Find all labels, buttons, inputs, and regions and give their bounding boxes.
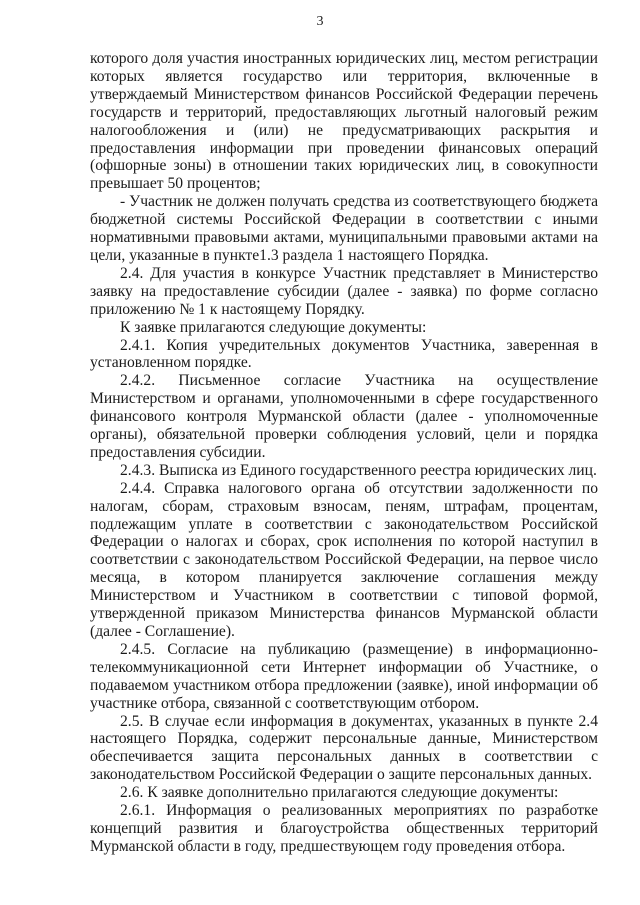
page-number: 3 [316,14,324,29]
paragraph-offshore-continuation: которого доля участия иностранных юридических лиц, местом регистрации которых является государство или территория, включенные в утверждаемый Министерством финансов Российской Федерации перечень государств и территорий, предоставляющих льготный налоговый режим налогообложения и (или) не предусматривающих раскрытия и предоставления информации при проведении финансовых операций (офшорные зоны) в отношении таких юридических лиц, в совокупности превышает 50 процентов; [90,50,598,193]
paragraph-2-4-1: 2.4.1. Копия учредительных документов Участника, заверенная в установленном порядке. [90,336,598,372]
paragraph-2-6: 2.6. К заявке дополнительно прилагаются следующие документы: [120,784,559,802]
paragraph-2-4: 2.4. Для участия в конкурсе Участник представляет в Министерство заявку на предоставление субсидии (далее - заявка) по форме согласно приложению № 1 к настоящему Порядку. [90,264,598,318]
document-body [90,50,598,856]
paragraph-2-4-4: 2.4.4. Справка налогового органа об отсутствии задолженности по налогам, сборам, страховым взносам, пеням, штрафам, процентам, подлежащим уплате в соответствии с законодательством Российской Федерации о налогах и сборах, срок исполнения по которой наступил в соответствии с законодательством Российской Федерации, на первое число месяца, в котором планируется заключение соглашения между Министерством и Участником в соответствии с типовой формой, утвержденной приказом Министерства финансов Мурманской области (далее - Соглашение). [90,479,598,640]
paragraph-2-4-2: 2.4.2. Письменное согласие Участника на осуществление Министерством и органами, уполномоченными в сфере государственного финансового контроля Мурманской области (далее - уполномоченные органы), обязательной проверки соблюдения условий, цели и порядка предоставления субсидии. [90,372,598,461]
paragraph-2-6-1: 2.6.1. Информация о реализованных мероприятиях по разработке концепций развития и благоустройства общественных территорий Мурманской области в году, предшествующем году проведения отбора. [90,802,598,855]
paragraph-2-4-3: 2.4.3. Выписка из Единого государственного реестра юридических лиц. [120,461,597,479]
paragraph-attachments-intro: К заявке прилагаются следующие документы: [120,318,427,336]
paragraph-2-5: 2.5. В случае если информация в документах, указанных в пункте 2.4 настоящего Порядка, содержит персональные данные, Министерством обеспечивается защита персональных данных в соответствии с законодательством Российской Федерации о защите персональных данных. [90,712,598,784]
paragraph-no-budget-funds: - Участник не должен получать средства из соответствующего бюджета бюджетной системы Российской Федерации в соответствии с иными нормативными правовыми актами, муниципальными правовыми актами на цели, указанные в пункте1.3 раздела 1 настоящего Порядка. [90,193,598,264]
paragraph-2-4-5: 2.4.5. Согласие на публикацию (размещение) в информационно-телекоммуникационной сети Интернет информации об Участнике, о подаваемом участником отбора предложении (заявке), иной информации об участнике отбора, связанной с соответствующим отбором. [90,640,598,712]
